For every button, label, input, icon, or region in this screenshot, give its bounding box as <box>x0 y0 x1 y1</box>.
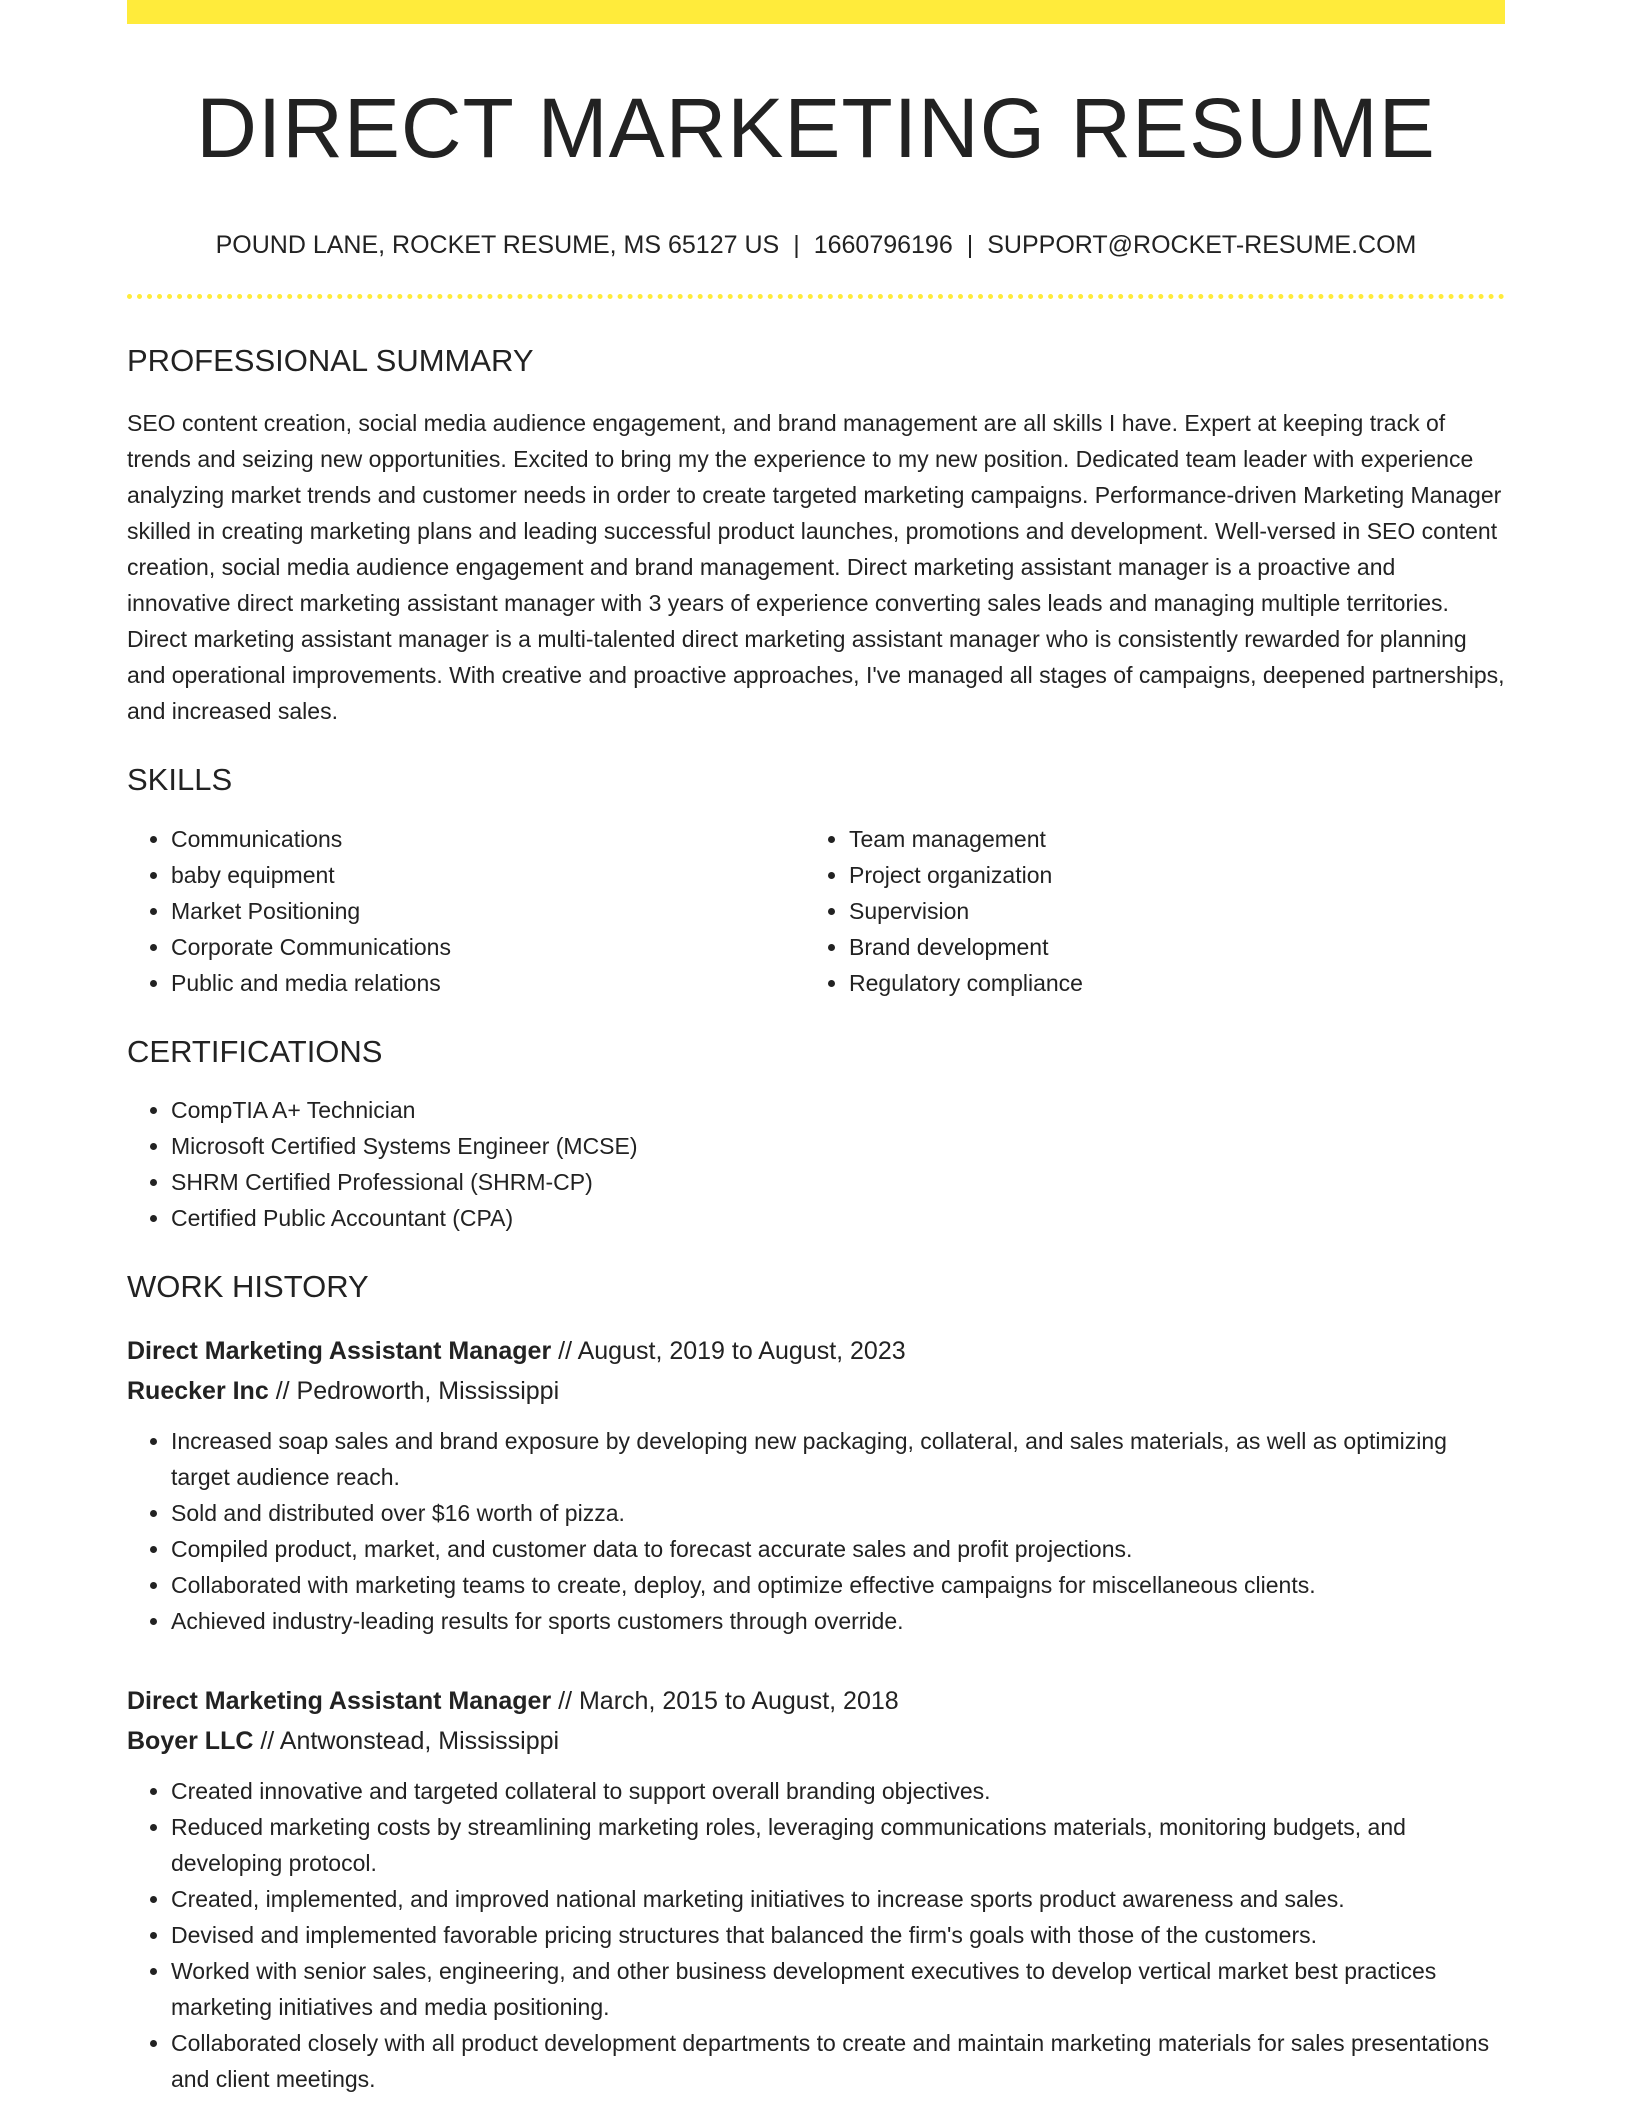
skill-item: • Corporate Communications <box>171 929 805 965</box>
skill-item: • Public and media relations <box>171 965 805 1001</box>
accent-bar <box>127 0 1505 24</box>
certification-item: • SHRM Certified Professional (SHRM-CP) <box>171 1164 1505 1200</box>
contact-address: POUND LANE, ROCKET RESUME, MS 65127 US <box>215 231 780 260</box>
job-company: Boyer LLC <box>127 1726 254 1755</box>
summary-text: SEO content creation, social media audience engagement, and brand management are all skills I have. Expert at keeping track of trends and seizing new opportunities. Excited to bring my the experience to my new position. Dedicated team leader with experience analyzing market trends and customer needs in order to create targeted marketing campaigns. Performance-driven Marketing Manager skilled in creating marketing plans and leading successful product launches, promotions and development. Well-versed in SEO content creation, social media audience engagement and brand management. Direct marketing assistant manager is a proactive and innovative direct marketing assistant manager with 3 years of experience converting sales leads and managing multiple territories. Direct marketing assistant manager is a multi-talented direct marketing assistant manager who is consistently rewarded for planning and operational improvements. With creative and proactive approaches, I've managed all stages of campaigns, deepened partnerships, and increased sales. <box>127 410 1505 725</box>
work-history-heading: WORK HISTORY <box>127 1268 369 1304</box>
job-bullet: • Created innovative and targeted collateral to support overall branding objectives. <box>171 1773 1505 1809</box>
job-location: // Pedroworth, Mississippi <box>268 1376 560 1405</box>
certification-item: • CompTIA A+ Technician <box>171 1092 1505 1128</box>
contact-phone: 1660796196 <box>813 231 953 260</box>
skill-item: • Supervision <box>849 893 1483 929</box>
skills-list-left <box>127 821 805 1001</box>
job-entry <box>127 1681 1505 2097</box>
resume-page <box>127 0 1505 2097</box>
skill-item: • baby equipment <box>171 857 805 893</box>
job-bullet: • Compiled product, market, and customer data to forecast accurate sales and profit projections. <box>171 1531 1505 1567</box>
job-bullet: • Collaborated closely with all product development departments to create and maintain marketing materials for sales presentations and client meetings. <box>171 2025 1505 2097</box>
job-bullet: • Sold and distributed over $16 worth of pizza. <box>171 1495 1505 1531</box>
job-title-line <box>127 1681 1505 1721</box>
job-bullets <box>127 1773 1505 2097</box>
certifications-list <box>127 1092 1505 1236</box>
job-bullet: • Reduced marketing costs by streamlining marketing roles, leveraging communications materials, monitoring budgets, and developing protocol. <box>171 1809 1505 1881</box>
job-bullet: • Devised and implemented favorable pricing structures that balanced the firm's goals with those of the customers. <box>171 1917 1505 1953</box>
skill-item: • Project organization <box>849 857 1483 893</box>
skill-item: • Regulatory compliance <box>849 965 1483 1001</box>
job-bullet: • Created, implemented, and improved national marketing initiatives to increase sports product awareness and sales. <box>171 1881 1505 1917</box>
skill-item: • Team management <box>849 821 1483 857</box>
job-dates: // March, 2015 to August, 2018 <box>551 1686 899 1715</box>
skill-item: • Communications <box>171 821 805 857</box>
certification-item: • Microsoft Certified Systems Engineer (MCSE) <box>171 1128 1505 1164</box>
skills-heading: SKILLS <box>127 762 233 798</box>
job-entry <box>127 1331 1505 1639</box>
skills-list-right <box>805 821 1483 1001</box>
resume-title: DIRECT MARKETING RESUME <box>196 81 1436 175</box>
contact-line <box>127 230 1505 260</box>
certification-item: • Certified Public Accountant (CPA) <box>171 1200 1505 1236</box>
contact-email: SUPPORT@ROCKET-RESUME.COM <box>987 231 1417 260</box>
skill-item: • Market Positioning <box>171 893 805 929</box>
job-bullet: • Achieved industry-leading results for sports customers through override. <box>171 1603 1505 1639</box>
summary-heading: PROFESSIONAL SUMMARY <box>127 343 534 379</box>
job-bullet: • Increased soap sales and brand exposure by developing new packaging, collateral, and sales materials, as well as optimizing target audience reach. <box>171 1423 1505 1495</box>
contact-separator: | <box>793 231 800 260</box>
skills-grid <box>127 821 1505 1001</box>
job-bullets <box>127 1423 1505 1639</box>
job-company-line <box>127 1721 1505 1761</box>
skill-item: • Brand development <box>849 929 1483 965</box>
job-role: Direct Marketing Assistant Manager <box>127 1686 552 1715</box>
job-dates: // August, 2019 to August, 2023 <box>551 1336 906 1365</box>
dotted-divider <box>127 294 1505 299</box>
contact-separator: | <box>966 231 974 260</box>
job-bullet: • Worked with senior sales, engineering, and other business development executives to develop vertical market best practices marketing initiatives and media positioning. <box>171 1953 1505 2025</box>
certifications-heading: CERTIFICATIONS <box>127 1033 383 1069</box>
job-company-line <box>127 1371 1505 1411</box>
job-company: Ruecker Inc <box>127 1376 269 1405</box>
job-location: // Antwonstead, Mississippi <box>253 1726 560 1755</box>
job-role: Direct Marketing Assistant Manager <box>127 1336 552 1365</box>
job-bullet: • Collaborated with marketing teams to create, deploy, and optimize effective campaigns for miscellaneous clients. <box>171 1567 1505 1603</box>
job-title-line <box>127 1331 1505 1371</box>
